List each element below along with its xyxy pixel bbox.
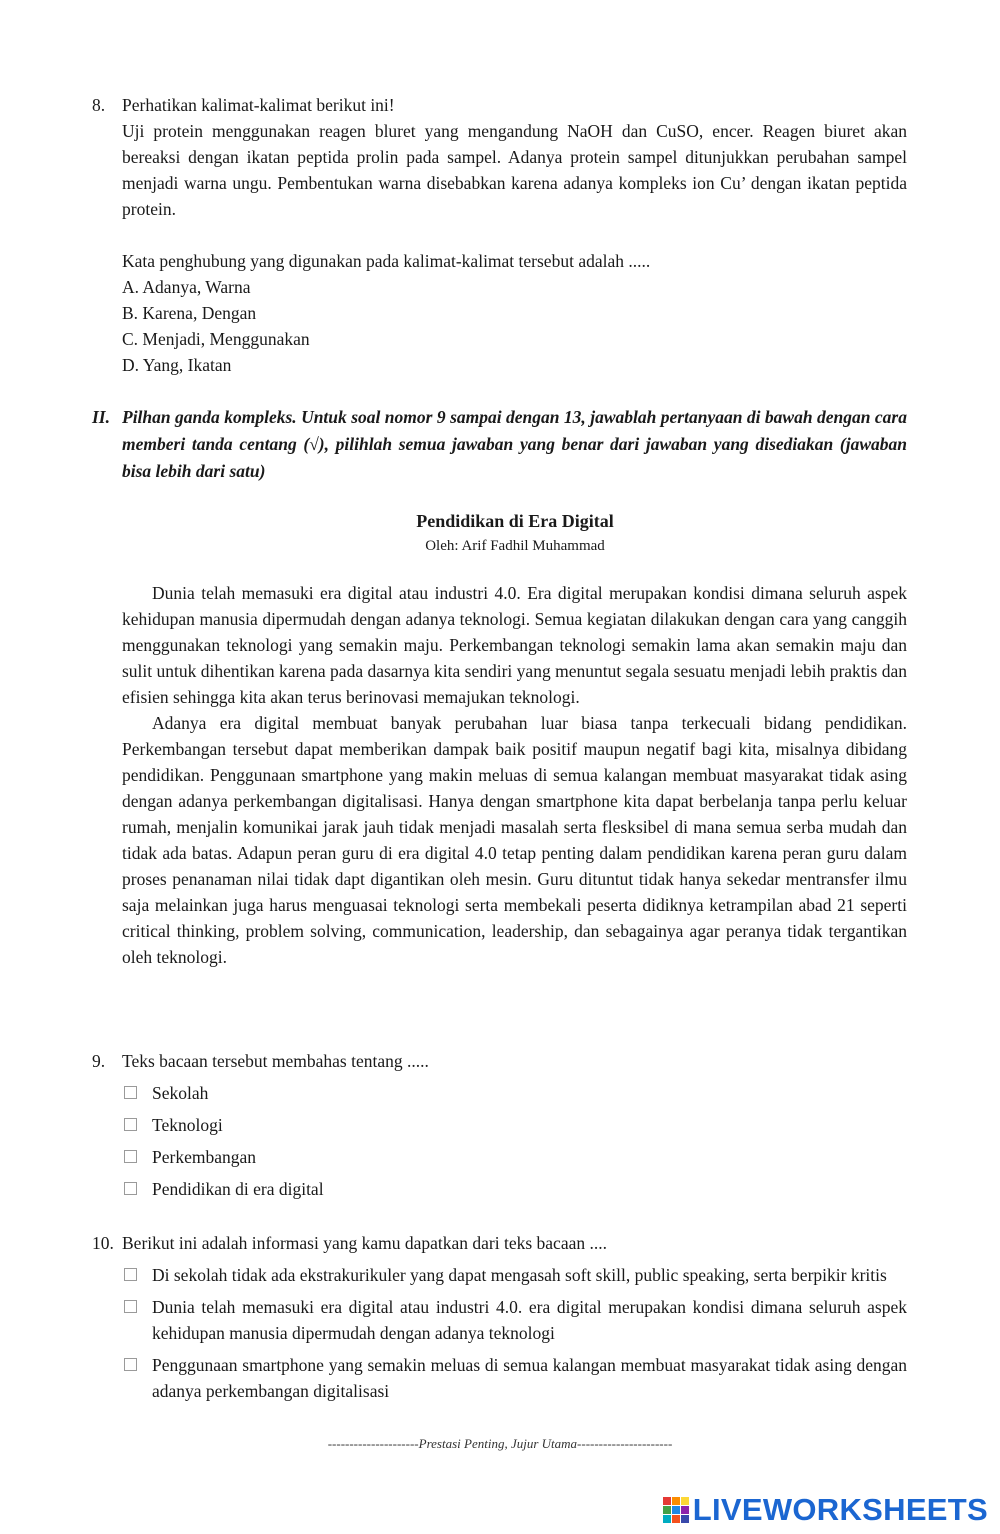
option-b[interactable]: B. Karena, Dengan [122, 303, 257, 323]
section-instruction-text: Pilhan ganda kompleks. Untuk soal nomor 9 sampai dengan 13, jawablah pertanyaan di bawah dengan cara memberi tanda centang (√), pilihlah semua jawaban yang benar dari jawaban yang disediakan (jawaban bisa lebih dari satu) [122, 407, 907, 481]
checkbox[interactable] [124, 1086, 137, 1099]
question-passage: Uji protein menggunakan reagen bluret yang mengandung NaOH dan CuSO, encer. Reagen biuret akan bereaksi dengan ikatan peptida prolin pada sampel. Adanya protein sampel ditunjukkan perubahan sampel menjadi warna ungu. Pembentukan warna disebabkan karena adanya kompleks ion Cu’ dengan ikatan peptida protein. [122, 121, 907, 219]
question-9 [92, 1048, 907, 1208]
choice-pendidikan-era-digital[interactable] [122, 1176, 907, 1202]
checkbox[interactable] [124, 1300, 137, 1313]
article-paragraph: Dunia telah memasuki era digital atau industri 4.0. Era digital merupakan kondisi dimana seluruh aspek kehidupan manusia dipermudah dengan adanya teknologi. Semua kegiatan dilakukan dengan cara yang canggih menggunakan teknologi yang semakin maju. Perkembangan teknologi semakin lama akan semakin maju dan sulit untuk dihentikan karena pada dasarnya kita sendiri yang menuntut segala sesuatu menjadi lebih praktis dan efisien sehingga kita akan terus berinovasi memajukan teknologi. [122, 583, 907, 707]
question-intro: Perhatikan kalimat-kalimat berikut ini! [122, 95, 395, 115]
checkbox[interactable] [124, 1268, 137, 1281]
section-number: II. [92, 407, 110, 427]
checkbox[interactable] [124, 1150, 137, 1163]
choice-teknologi[interactable] [122, 1112, 907, 1138]
choice-label: Penggunaan smartphone yang semakin meluas di semua kalangan membuat masyarakat tidak asing dengan adanya perkembangan digitalisasi [152, 1355, 907, 1401]
option-c[interactable]: C. Menjadi, Menggunakan [122, 329, 310, 349]
checkbox[interactable] [124, 1118, 137, 1131]
choice-label: Pendidikan di era digital [152, 1179, 324, 1199]
checkbox[interactable] [124, 1182, 137, 1195]
question-10 [92, 1230, 907, 1410]
option-d[interactable]: D. Yang, Ikatan [122, 355, 232, 375]
choice-label: Perkembangan [152, 1147, 256, 1167]
question-text: Kata penghubung yang digunakan pada kalimat-kalimat tersebut adalah ..... [122, 251, 651, 271]
choice-label: Teknologi [152, 1115, 223, 1135]
section-2-instructions [92, 404, 907, 485]
question-number: 8. [92, 95, 106, 115]
footer-dashes-right: ---------------------- [577, 1436, 673, 1451]
choice-option-1[interactable] [122, 1262, 907, 1288]
article-title: Pendidikan di Era Digital [416, 511, 614, 531]
option-a[interactable]: A. Adanya, Warna [122, 277, 251, 297]
article-author: Oleh: Arif Fadhil Muhammad [425, 538, 605, 554]
choice-sekolah[interactable] [122, 1080, 907, 1106]
question-text: Berikut ini adalah informasi yang kamu dapatkan dari teks bacaan .... [122, 1233, 607, 1253]
question-8 [92, 92, 907, 378]
footer-motto-text: Prestasi Penting, Jujur Utama [418, 1436, 578, 1451]
choice-option-3[interactable] [122, 1352, 907, 1404]
logo-grid-icon [663, 1497, 689, 1523]
liveworksheets-logo [663, 1492, 988, 1528]
question-number: 9. [92, 1051, 106, 1071]
brand-name: LIVEWORKSHEETS [692, 1492, 988, 1527]
checkbox[interactable] [124, 1358, 137, 1371]
choice-option-2[interactable] [122, 1294, 907, 1346]
footer-motto [0, 1436, 1000, 1452]
article-paragraph: Adanya era digital membuat banyak perubahan luar biasa tanpa terkecuali bidang pendidikan. Perkembangan tersebut dapat memberikan dampak baik positif maupun negatif bagi kita, misalnya dibidang pendidikan. Penggunaan smartphone yang makin meluas di semua kalangan membuat masyarakat tidak asing dengan adanya perkembangan digitalisasi. Hanya dengan smartphone kita dapat berbelanja tanpa perlu keluar rumah, menjalin komunikai jarak jauh tidak menjadi masalah serta flesksibel di mana semua serba mudah dan tidak ada batas. Adapun peran guru di era digital 4.0 tetap penting dalam pendidikan karena peran guru dalam proses penanaman nilai tidak dapt digantikan oleh mesin. Guru dituntut tidak hanya sekedar mentransfer ilmu saja melainkan juga harus menguasai teknologi serta membekali peserta didiknya ketrampilan abad 21 seperti critical thinking, problem solving, communication, leadership, dan sebagainya agar peranya tidak tergantikan oleh teknologi. [122, 713, 907, 967]
question-number: 10. [92, 1233, 114, 1253]
choice-label: Sekolah [152, 1083, 209, 1103]
choice-label: Dunia telah memasuki era digital atau industri 4.0. era digital merupakan kondisi dimana seluruh aspek kehidupan manusia dipermudah dengan adanya teknologi [152, 1297, 907, 1343]
footer-dashes-left: --------------------- [327, 1436, 419, 1451]
question-text: Teks bacaan tersebut membahas tentang ..... [122, 1051, 429, 1071]
article-body [122, 580, 907, 970]
choice-label: Di sekolah tidak ada ekstrakurikuler yang dapat mengasah soft skill, public speaking, serta berpikir kritis [152, 1265, 887, 1285]
choice-perkembangan[interactable] [122, 1144, 907, 1170]
